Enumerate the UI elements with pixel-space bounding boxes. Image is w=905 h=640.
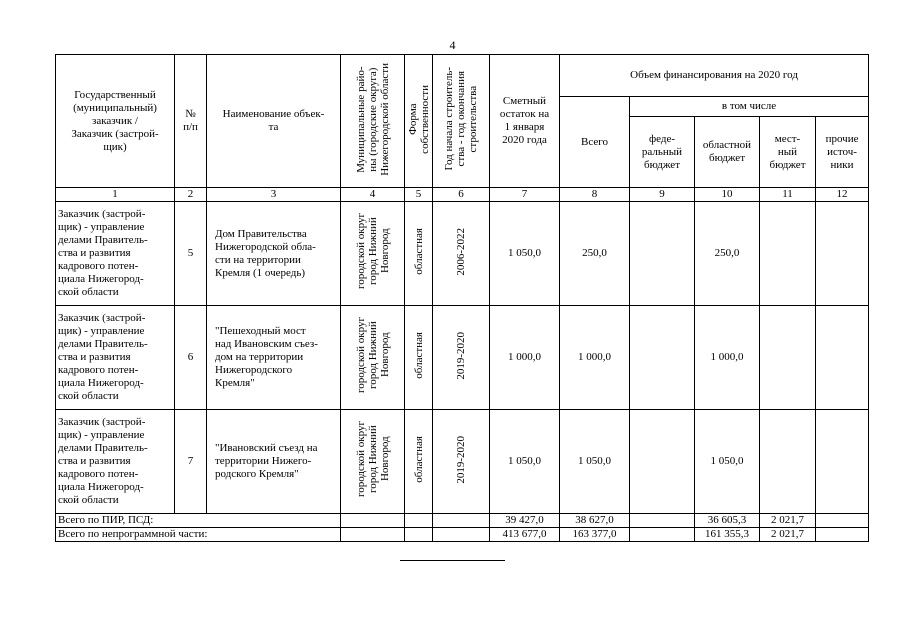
total-total: 163 377,0: [560, 528, 630, 542]
empty-cell: [405, 528, 433, 542]
header-local: мест- ный бюджет: [760, 117, 816, 188]
total-total: 38 627,0: [560, 514, 630, 528]
balance-value: 1 000,0: [490, 306, 560, 410]
col-number: 6: [433, 188, 490, 202]
regional-value: 1 050,0: [695, 410, 760, 514]
row-number: 6: [175, 306, 207, 410]
empty-cell: [405, 514, 433, 528]
years-text: 2006-2022: [455, 227, 467, 276]
district-cell: [341, 202, 405, 306]
header-including: в том числе: [630, 97, 869, 117]
financing-table: [55, 54, 869, 542]
header-regional: областной бюджет: [695, 117, 760, 188]
col-number: 7: [490, 188, 560, 202]
local-total: 2 021,7: [760, 514, 816, 528]
col-number: 4: [341, 188, 405, 202]
years-text: 2019-2020: [455, 331, 467, 380]
district-cell: [341, 410, 405, 514]
object-name: "Ивановский съезд на территории Нижего- родского Кремля": [207, 410, 341, 514]
col-number: 10: [695, 188, 760, 202]
table-row: [56, 202, 869, 306]
balance-value: 1 050,0: [490, 202, 560, 306]
ownership-cell: [405, 202, 433, 306]
header-district-cell: [341, 55, 405, 188]
other-total: [816, 528, 869, 542]
years-cell: [433, 202, 490, 306]
other-value: [816, 202, 869, 306]
federal-value: [630, 410, 695, 514]
page-number: 4: [449, 38, 456, 52]
local-value: [760, 306, 816, 410]
header-ownership: Форма собственности: [407, 84, 431, 154]
years-text: 2019-2020: [455, 435, 467, 484]
totals-label: Всего по непрограммной части:: [56, 528, 341, 542]
header-balance: Сметный остаток на 1 января 2020 года: [490, 55, 560, 188]
local-value: [760, 410, 816, 514]
customer-cell: Заказчик (застрой- щик) - управление делами Правитель- ства и развития кадрового потен- циала Нижегород- ской области: [56, 410, 175, 514]
ownership-text: областная: [412, 436, 425, 483]
customer-cell: Заказчик (застрой- щик) - управление делами Правитель- ства и развития кадрового потен- циала Нижегород- ской области: [56, 202, 175, 306]
header-district: Муниципальные райо- ны (городские округа) Нижегородской области: [354, 62, 391, 176]
federal-value: [630, 306, 695, 410]
col-number: 12: [816, 188, 869, 202]
table-row: [56, 410, 869, 514]
header-number: № п/п: [175, 55, 207, 188]
regional-value: 250,0: [695, 202, 760, 306]
totals-row: [56, 514, 869, 528]
col-number: 8: [560, 188, 630, 202]
header-years: Год начала строитель- ства - год окончания строительства: [443, 67, 479, 171]
object-name: Дом Правительства Нижегородской обла- сти на территории Кремля (1 очередь): [207, 202, 341, 306]
years-cell: [433, 306, 490, 410]
totals-label: Всего по ПИР, ПСД:: [56, 514, 341, 528]
row-number: 7: [175, 410, 207, 514]
federal-total: [630, 528, 695, 542]
customer-cell: Заказчик (застрой- щик) - управление делами Правитель- ства и развития кадрового потен- циала Нижегород- ской области: [56, 306, 175, 410]
ownership-cell: [405, 306, 433, 410]
col-number: 11: [760, 188, 816, 202]
total-value: 1 000,0: [560, 306, 630, 410]
header-financing: Объем финансирования на 2020 год: [560, 55, 869, 97]
empty-cell: [341, 528, 405, 542]
federal-value: [630, 202, 695, 306]
object-name: "Пешеходный мост над Ивановским съез- дом на территории Нижегородского Кремля": [207, 306, 341, 410]
regional-value: 1 000,0: [695, 306, 760, 410]
local-total: 2 021,7: [760, 528, 816, 542]
header-total: Всего: [560, 97, 630, 188]
federal-total: [630, 514, 695, 528]
col-number: 3: [207, 188, 341, 202]
col-number: 2: [175, 188, 207, 202]
district-text: городской округ город Нижний Новгород: [354, 317, 391, 394]
district-text: городской округ город Нижний Новгород: [354, 421, 391, 498]
regional-total: 161 355,3: [695, 528, 760, 542]
district-text: городской округ город Нижний Новгород: [354, 213, 391, 290]
header-other: прочие источ- ники: [816, 117, 869, 188]
col-number: 9: [630, 188, 695, 202]
header-customer: Государственный (муниципальный) заказчик / Заказчик (застрой- щик): [56, 55, 175, 188]
ownership-text: областная: [412, 228, 425, 275]
row-number: 5: [175, 202, 207, 306]
regional-total: 36 605,3: [695, 514, 760, 528]
col-number: 1: [56, 188, 175, 202]
divider-line: [400, 560, 505, 561]
header-federal: феде- ральный бюджет: [630, 117, 695, 188]
ownership-text: областная: [412, 332, 425, 379]
col-number: 5: [405, 188, 433, 202]
other-value: [816, 306, 869, 410]
header-object-name: Наименование объек- та: [207, 55, 341, 188]
table-row: [56, 306, 869, 410]
total-value: 250,0: [560, 202, 630, 306]
other-value: [816, 410, 869, 514]
balance-total: 39 427,0: [490, 514, 560, 528]
empty-cell: [433, 528, 490, 542]
balance-total: 413 677,0: [490, 528, 560, 542]
empty-cell: [433, 514, 490, 528]
years-cell: [433, 410, 490, 514]
balance-value: 1 050,0: [490, 410, 560, 514]
total-value: 1 050,0: [560, 410, 630, 514]
district-cell: [341, 306, 405, 410]
header-years-cell: [433, 55, 490, 188]
totals-row: [56, 528, 869, 542]
empty-cell: [341, 514, 405, 528]
ownership-cell: [405, 410, 433, 514]
header-ownership-cell: [405, 55, 433, 188]
other-total: [816, 514, 869, 528]
local-value: [760, 202, 816, 306]
